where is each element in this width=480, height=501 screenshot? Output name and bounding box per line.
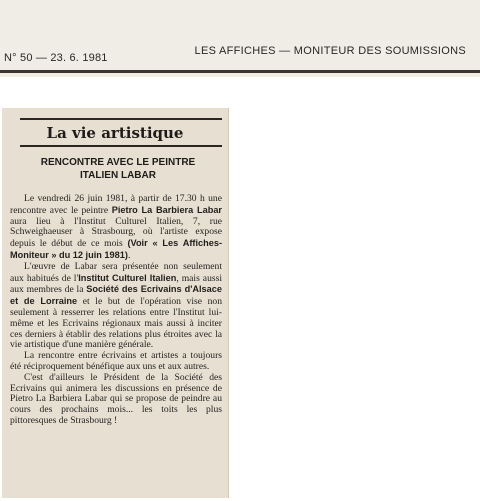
masthead-rule xyxy=(0,70,480,73)
publication-name: LES AFFICHES — MONITEUR DES SOUMISSIONS xyxy=(194,45,466,57)
p1-text-3: . xyxy=(127,249,131,261)
article-body xyxy=(10,194,222,427)
paragraph-3: La rencontre entre écrivains et artistes a toujours été réciproquement bénéfique aux uns et aux autres. xyxy=(10,350,222,372)
institute-name: Institut Culturel Italien xyxy=(78,272,177,283)
p1-text-2: aura lieu à l'Institut Culturel Italien, 7, rue Schweighaeuser à Strasbourg, où l'artiste expose depuis le début de ce mois xyxy=(10,215,222,250)
paragraph-4: C'est d'ailleurs le Président de la Société des Ecrivains qui animera les discussions en présence de Pietro La Barbiera Labar qui se propose de peindre au cours des prochains mois... les toits les plus pittoresques de Strasbourg ! xyxy=(10,371,222,426)
p1-text-1: Le vendredi 26 juin 1981, à partir de 17.30 h une rencontre avec le peintre xyxy=(10,193,222,216)
section-rule-bottom xyxy=(20,145,222,147)
paragraph-1 xyxy=(10,194,222,262)
newspaper-masthead xyxy=(0,0,480,77)
article-headline xyxy=(12,156,224,182)
section-title: La vie artistique xyxy=(46,124,184,142)
paragraph-2 xyxy=(10,262,222,351)
artist-name: Pietro La Barbiera Labar xyxy=(111,204,223,215)
society-name: Société des Ecrivains d'Alsace et de Lorraine xyxy=(10,284,222,307)
p2-text-3: et le but de l'opération vise non seulement à resserrer les relations entre l'Institut lui-même et les Ecrivains régionaux mais aussi à inciter ces derniers à établir des relations plus étroites avec la vie artistique d'une manière générale. xyxy=(10,296,223,351)
headline-line-2: ITALIEN LABAR xyxy=(80,170,156,181)
p2-text-2: , mais aussi aux membres de la xyxy=(10,272,222,296)
reference-note: (Voir « Les Affiches-Moniteur » du 12 juin 1981) xyxy=(10,238,223,260)
section-rule-top xyxy=(20,118,222,120)
headline-line-1: RENCONTRE AVEC LE PEINTRE xyxy=(40,157,196,168)
issue-number-date: N° 50 — 23. 6. 1981 xyxy=(4,52,108,64)
p2-text-1: L'œuvre de Labar sera présentée non seulement aux habitués de l' xyxy=(10,260,222,284)
newspaper-clipping xyxy=(2,108,229,498)
